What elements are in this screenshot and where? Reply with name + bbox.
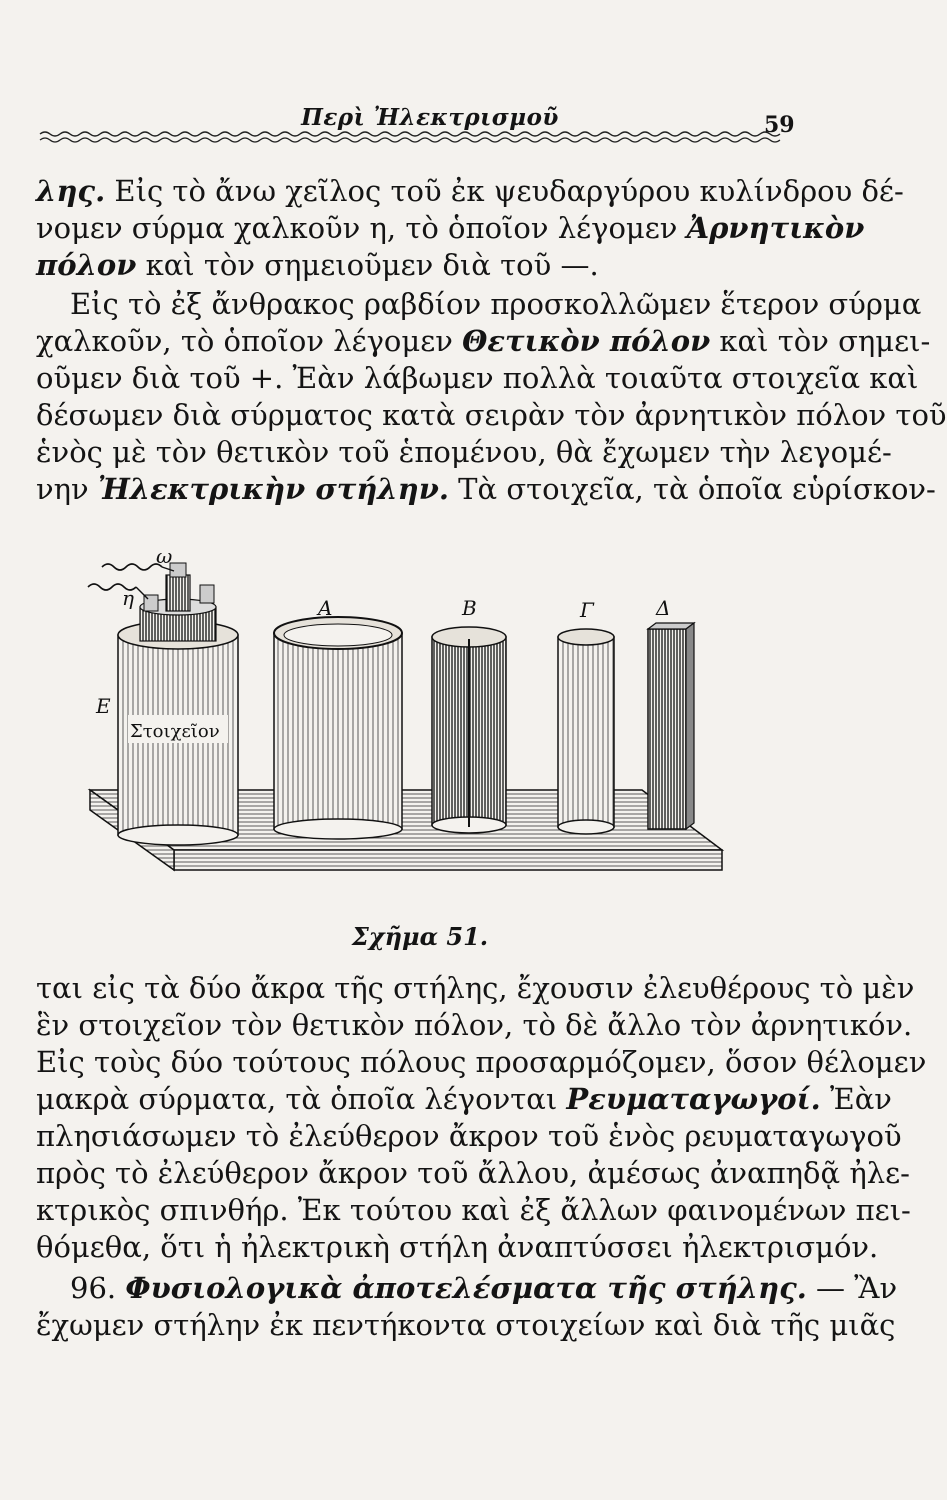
figure-51-illustration	[82, 545, 742, 925]
text-line	[36, 1081, 892, 1118]
section-heading: Φυσιολογικὰ ἀποτελέσματα τῆς στήλης.	[125, 1271, 807, 1305]
text-line: Εἰς τοὺς δύο τούτους πόλους προσαρμόζομεν, ὅσον θέλομεν	[36, 1045, 927, 1079]
text-line: θόμεθα, ὅτι ἡ ἠλεκτρικὴ στήλη ἀναπτύσσει ἠλεκτρισμόν.	[36, 1230, 879, 1264]
paragraph-2	[36, 286, 947, 508]
text-span: Τὰ στοιχεῖα, τὰ ὁποῖα εὑρίσκον-	[448, 472, 936, 506]
text-line: πρὸς τὸ ἐλεύθερον ἄκρον τοῦ ἄλλου, ἀμέσως ἀναπηδᾷ ἠλε-	[36, 1156, 910, 1190]
text-line	[36, 247, 796, 284]
running-header: Περὶ Ἠλεκτρισμοῦ	[301, 104, 559, 131]
text-line	[36, 471, 936, 508]
paragraph-4	[36, 1270, 898, 1344]
label-A: Α	[318, 596, 333, 620]
page-number: 59	[764, 112, 795, 138]
term-negative: Ἀρνητικὸν	[686, 211, 865, 245]
text-span: Ἐὰν	[820, 1082, 892, 1116]
figure-caption: Σχῆμα 51.	[351, 922, 489, 951]
term-pole: πόλον	[36, 248, 137, 282]
text-line	[36, 210, 865, 247]
text-line: ἔχωμεν στήλην ἐκ πεντήκοντα στοιχείων καὶ διὰ τῆς μιᾶς	[36, 1308, 896, 1342]
carbon-rod-Delta	[648, 596, 694, 829]
paragraph-1	[36, 173, 904, 284]
text-span: νομεν σύρμα χαλκοῦν η, τὸ ὁποῖον λέγομεν	[36, 211, 687, 245]
text-span: νην	[36, 472, 98, 506]
text-span: χαλκοῦν, τὸ ὁποῖον λέγομεν	[36, 324, 463, 358]
text-line	[36, 173, 904, 210]
text-span: μακρὰ σύρματα, τὰ ὁποῖα λέγονται	[36, 1082, 567, 1116]
term-positive-pole: Θετικὸν πόλον	[462, 324, 711, 358]
label-omega: ω	[156, 544, 173, 568]
header-wavy-rule	[40, 126, 780, 156]
text-line: Εἰς τὸ ἐξ ἄνθρακος ραβδίον προσκολλῶμεν ἕτερον σύρμα	[70, 287, 922, 321]
text-line: ται εἰς τὰ δύο ἄκρα τῆς στήλης, ἔχουσιν ἐλευθέρους τὸ μὲν	[36, 971, 915, 1005]
paragraph-3	[36, 970, 927, 1266]
label-eta: η	[122, 586, 134, 610]
cell-label: Στοιχεῖον	[130, 721, 220, 742]
text-line: δέσωμεν διὰ σύρματος κατὰ σειρὰν τὸν ἀρνητικὸν πόλον τοῦ	[36, 398, 947, 432]
text-span: καὶ τὸν σημειοῦμεν διὰ τοῦ —.	[136, 248, 599, 282]
text-line: κτρικὸς σπινθήρ. Ἐκ τούτου καὶ ἐξ ἄλλων φαινομένων πει-	[36, 1193, 911, 1227]
cylinder-B	[432, 596, 506, 833]
text-line: ἓν στοιχεῖον τὸν θετικὸν πόλον, τὸ δὲ ἄλλο τὸν ἀρνητικόν.	[36, 1008, 913, 1042]
text-line	[36, 1270, 898, 1307]
text-line: ἑνὸς μὲ τὸν θετικὸν τοῦ ἑπομένου, θὰ ἔχωμεν τὴν λεγομέ-	[36, 435, 892, 469]
section-number: 96.	[70, 1271, 117, 1305]
term-conductors: Ρευματαγωγοί.	[566, 1082, 821, 1116]
label-Delta: Δ	[656, 596, 671, 620]
term-electric-pile: Ἠλεκτρικὴν στήλην.	[97, 472, 449, 506]
italic-word: λης.	[36, 174, 106, 208]
text-line	[36, 323, 931, 360]
label-Gamma: Γ	[580, 598, 594, 622]
text-line: πλησιάσωμεν τὸ ἐλεύθερον ἄκρον τοῦ ἑνὸς ρευματαγωγοῦ	[36, 1119, 902, 1153]
label-B: Β	[462, 596, 477, 620]
text-span: καὶ τὸν σημει-	[710, 324, 931, 358]
text-span: Εἰς τὸ ἄνω χεῖλος τοῦ ἐκ ψευδαργύρου κυλίνδρου δέ-	[105, 174, 904, 208]
cylinder-Gamma	[558, 598, 614, 834]
label-E: Ε	[96, 694, 111, 718]
text-span: — Ἂν	[806, 1271, 898, 1305]
cylinder-A	[274, 596, 402, 839]
text-line: οῦμεν διὰ τοῦ +. Ἐὰν λάβωμεν πολλὰ τοιαῦτα στοιχεῖα καὶ	[36, 361, 919, 395]
